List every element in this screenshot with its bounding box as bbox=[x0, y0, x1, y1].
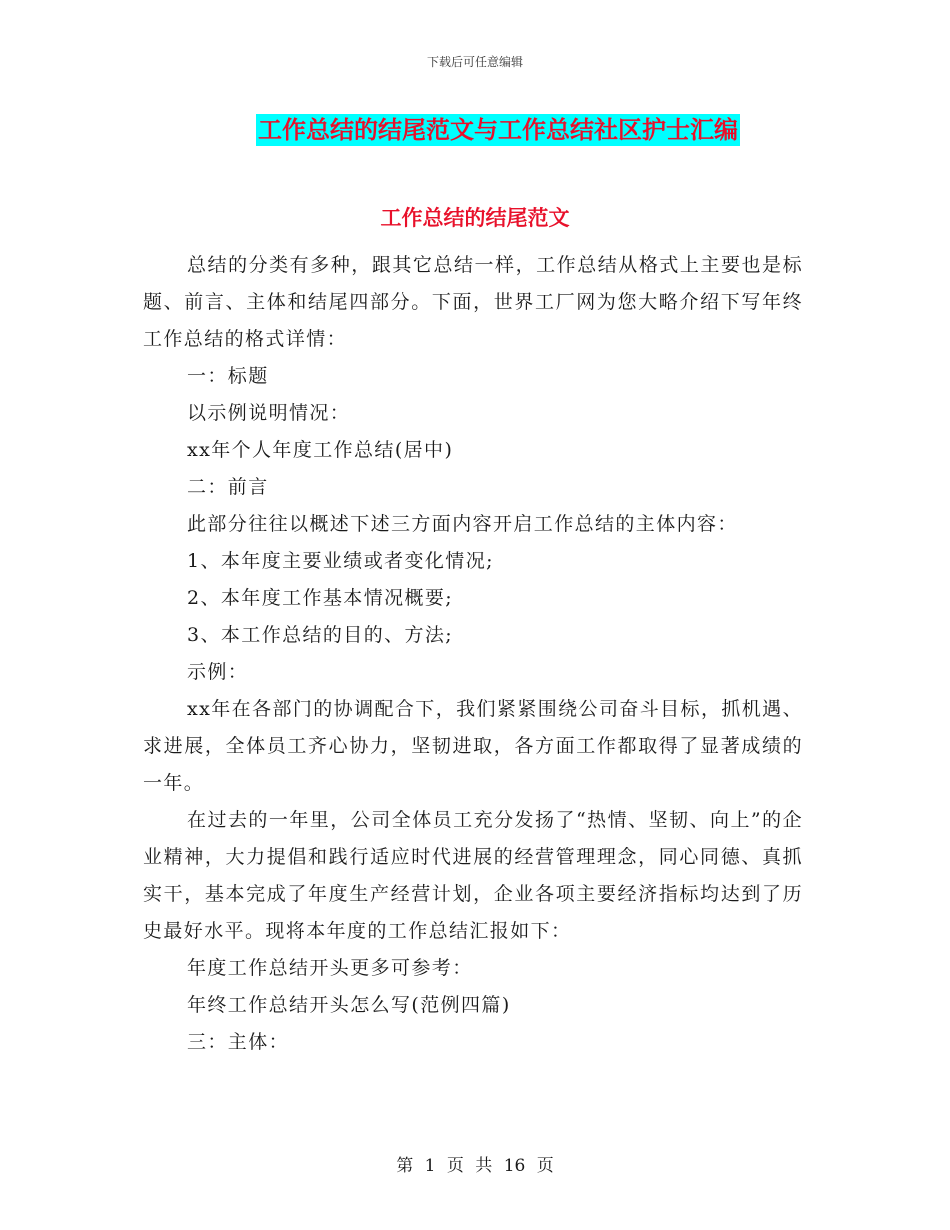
paragraph: 一：标题 bbox=[187, 365, 269, 387]
paragraph: 二：前言 bbox=[187, 476, 269, 498]
paragraph: xx年在各部门的协调配合下，我们紧紧围绕公司奋斗目标，抓机遇、求进展，全体员工齐心协力，坚韧进取，各方面工作都取得了显著成绩的一年。 bbox=[143, 698, 803, 794]
main-title-container bbox=[0, 114, 950, 146]
paragraph: 2、本年度工作基本情况概要; bbox=[187, 587, 454, 609]
main-title: 工作总结的结尾范文与工作总结社区护士汇编 bbox=[258, 115, 738, 144]
paragraph: 以示例说明情况： bbox=[187, 402, 351, 424]
paragraph: 三：主体： bbox=[187, 1031, 290, 1053]
section-title: 工作总结的结尾范文 bbox=[380, 205, 570, 230]
paragraph: 年度工作总结开头更多可参考： bbox=[187, 957, 473, 979]
paragraph: 示例： bbox=[187, 661, 249, 683]
header-note: 下载后可任意编辑 bbox=[426, 55, 523, 69]
paragraph: 在过去的一年里，公司全体员工充分发扬了“热情、坚韧、向上”的企业精神，大力提倡和践行适应时代进展的经营管理理念，同心同德、真抓实干，基本完成了年度生产经营计划，企业各项主要经济指标均达到了历史最好水平。现将本年度的工作总结汇报如下： bbox=[143, 809, 803, 942]
paragraph: 3、本工作总结的目的、方法; bbox=[187, 624, 454, 646]
paragraph: 年终工作总结开头怎么写(范例四篇) bbox=[187, 994, 511, 1016]
document-body bbox=[143, 247, 803, 1061]
paragraph: xx年个人年度工作总结(居中) bbox=[187, 439, 454, 461]
paragraph: 此部分往往以概述下述三方面内容开启工作总结的主体内容： bbox=[187, 513, 738, 535]
page-number-footer: 第 1 页 共 16 页 bbox=[396, 1156, 554, 1176]
paragraph: 1、本年度主要业绩或者变化情况; bbox=[187, 550, 494, 572]
paragraph: 总结的分类有多种，跟其它总结一样，工作总结从格式上主要也是标题、前言、主体和结尾四部分。下面，世界工厂网为您大略介绍下写年终工作总结的格式详情： bbox=[143, 254, 803, 350]
